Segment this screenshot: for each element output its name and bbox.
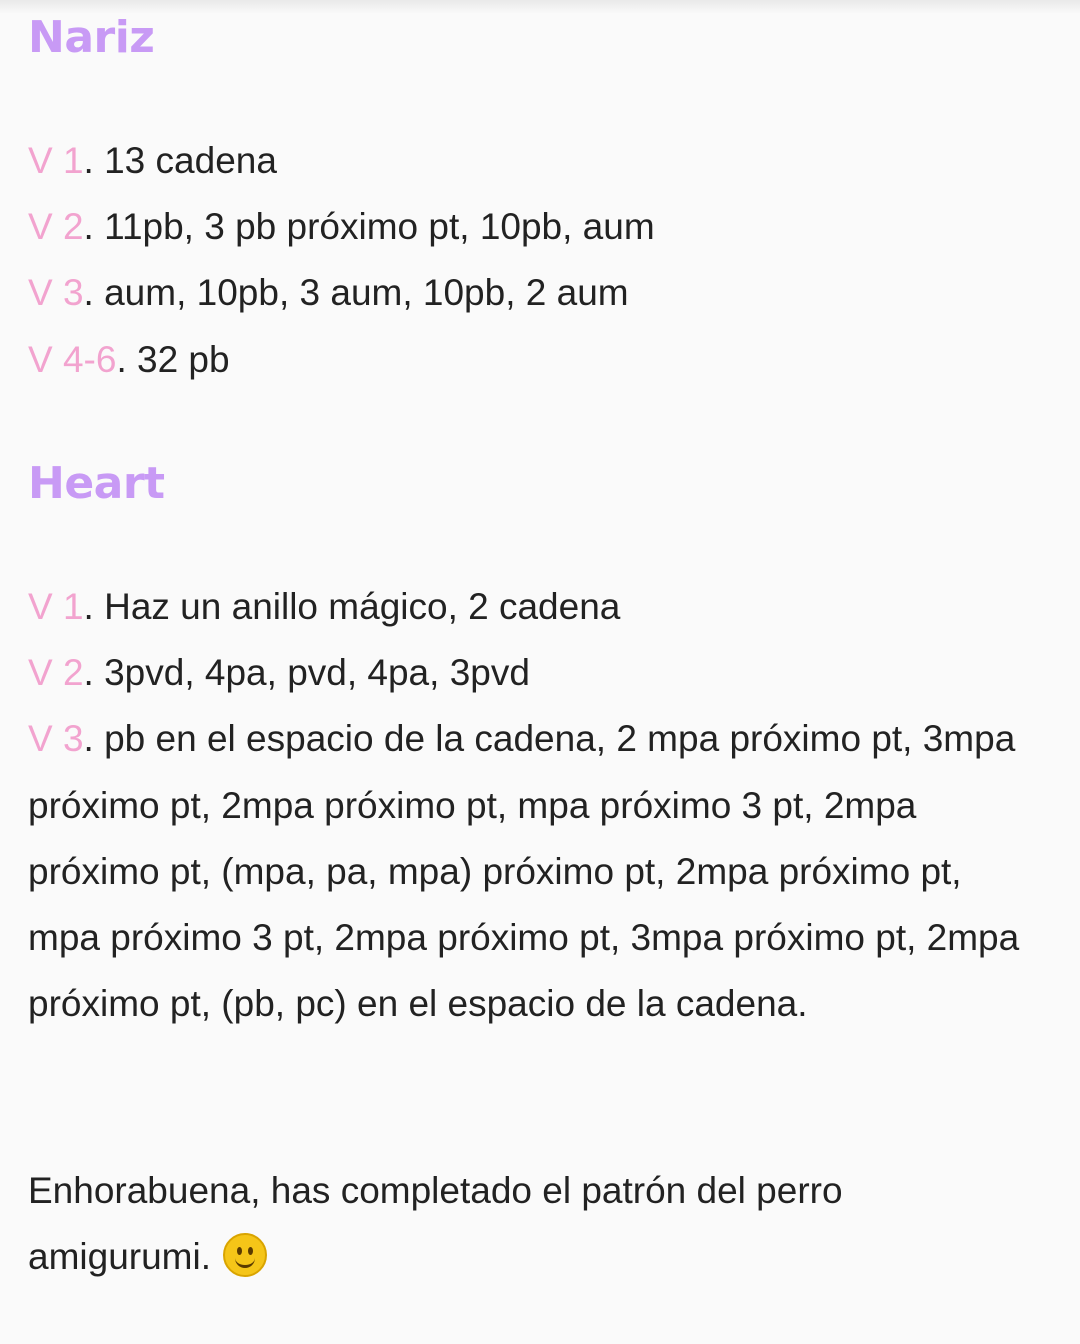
section-heading-nariz: Nariz: [28, 12, 155, 63]
row-label: V 4-6: [28, 338, 117, 380]
nariz-row-4-6: [28, 327, 655, 393]
heart-row-1: [28, 574, 1028, 640]
row-label: V 2: [28, 206, 84, 248]
closing-text: Enhorabuena, has completado el patrón del perro amigurumi.: [28, 1170, 843, 1277]
row-text: . pb en el espacio de la cadena, 2 mpa próximo pt, 3mpa próximo pt, 2mpa próximo pt, mpa próximo 3 pt, 2mpa próximo pt, (mpa, pa, mpa) próximo pt, 2mpa próximo pt, mpa próximo 3 pt, 2mpa próximo pt, 3mpa próximo pt, 2mpa próximo pt, (pb, pc) en el espacio de la cadena.: [28, 718, 1020, 1025]
nariz-rows: [28, 128, 655, 393]
row-label: V 1: [28, 140, 84, 181]
slightly-smiling-face-icon: [223, 1233, 267, 1277]
top-shadow: [0, 0, 1080, 14]
row-label: V 3: [28, 272, 84, 314]
nariz-row-3: [28, 260, 655, 326]
nariz-row-2: [28, 194, 655, 260]
heart-row-3: [28, 706, 1028, 1037]
nariz-row-1: [28, 128, 655, 194]
section-heading-heart: Heart: [28, 458, 165, 509]
heart-row-2: [28, 640, 1028, 706]
row-text: . 13 cadena: [83, 140, 277, 181]
row-label: V 3: [28, 718, 84, 760]
closing-paragraph: [28, 1158, 1028, 1290]
heart-rows: [28, 574, 1028, 1037]
row-text: . 11pb, 3 pb próximo pt, 10pb, aum: [83, 206, 655, 248]
row-label: V 1: [28, 586, 84, 627]
row-label: V 2: [28, 652, 84, 694]
row-text: . aum, 10pb, 3 aum, 10pb, 2 aum: [83, 272, 629, 314]
row-text: . 3pvd, 4pa, pvd, 4pa, 3pvd: [83, 652, 530, 694]
row-text: . 32 pb: [116, 338, 230, 380]
row-text: . Haz un anillo mágico, 2 cadena: [83, 586, 621, 627]
